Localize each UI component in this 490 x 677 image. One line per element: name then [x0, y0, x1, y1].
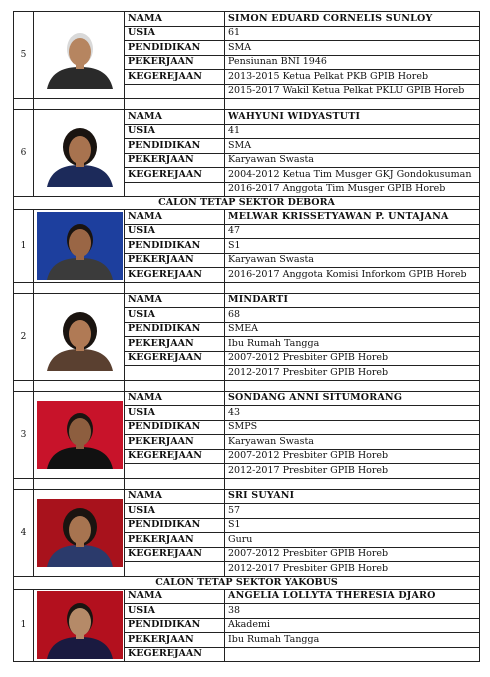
church-service-entry: 2007-2012 Presbiter GPIB Horeb	[225, 449, 480, 464]
spacer-row	[14, 99, 480, 110]
spacer-cell	[225, 99, 480, 110]
candidate-age: 47	[225, 224, 480, 239]
field-label: NAMA	[125, 210, 225, 225]
spacer-cell	[34, 380, 125, 391]
field-label	[125, 84, 225, 99]
field-label: KEGEREJAAN	[125, 547, 225, 562]
spacer-cell	[14, 99, 34, 110]
church-service-entry	[225, 647, 480, 662]
field-label: PENDIDIKAN	[125, 518, 225, 533]
field-label: USIA	[125, 406, 225, 421]
candidate-occupation: Ibu Rumah Tangga	[225, 337, 480, 352]
candidate-number: 4	[14, 489, 34, 576]
candidate-age: 38	[225, 604, 480, 619]
field-label	[125, 464, 225, 479]
candidate-table	[13, 11, 480, 662]
field-label: PENDIDIKAN	[125, 618, 225, 633]
field-label: PEKERJAAN	[125, 337, 225, 352]
candidate-name: SONDANG ANNI SITUMORANG	[225, 391, 480, 406]
candidate-row	[14, 12, 480, 27]
church-service-entry: 2013-2015 Ketua Pelkat PKB GPIB Horeb	[225, 70, 480, 85]
field-label	[125, 366, 225, 381]
portrait-image	[37, 401, 123, 469]
candidate-occupation: Karyawan Swasta	[225, 253, 480, 268]
candidate-row	[14, 589, 480, 604]
candidate-education: SMA	[225, 41, 480, 56]
section-header	[14, 197, 480, 210]
spacer-cell	[125, 282, 225, 293]
field-label: NAMA	[125, 293, 225, 308]
field-label: NAMA	[125, 489, 225, 504]
candidate-education: Akademi	[225, 618, 480, 633]
portrait-image	[37, 303, 123, 371]
candidate-age: 43	[225, 406, 480, 421]
field-label: USIA	[125, 224, 225, 239]
field-label: PEKERJAAN	[125, 55, 225, 70]
spacer-cell	[125, 99, 225, 110]
candidate-row	[14, 391, 480, 406]
candidate-name: MELWAR KRISSETYAWAN P. UNTAJANA	[225, 210, 480, 225]
candidate-name: MINDARTI	[225, 293, 480, 308]
spacer-cell	[225, 380, 480, 391]
spacer-cell	[34, 282, 125, 293]
field-label: KEGEREJAAN	[125, 449, 225, 464]
spacer-cell	[14, 478, 34, 489]
spacer-cell	[125, 478, 225, 489]
candidate-name: SIMON EDUARD CORNELIS SUNLOY	[225, 12, 480, 27]
candidate-row	[14, 210, 480, 225]
church-service-entry: 2004-2012 Ketua Tim Musger GKJ Gondokusuman	[225, 168, 480, 183]
spacer-cell	[225, 282, 480, 293]
spacer-cell	[225, 478, 480, 489]
field-label: KEGEREJAAN	[125, 70, 225, 85]
portrait-image	[37, 212, 123, 280]
candidate-occupation: Guru	[225, 533, 480, 548]
church-service-entry: 2007-2012 Presbiter GPIB Horeb	[225, 547, 480, 562]
field-label: KEGEREJAAN	[125, 168, 225, 183]
field-label: USIA	[125, 604, 225, 619]
candidate-education: SMEA	[225, 322, 480, 337]
section-title: CALON TETAP SEKTOR DEBORA	[14, 197, 480, 210]
field-label: NAMA	[125, 12, 225, 27]
section-title: CALON TETAP SEKTOR YAKOBUS	[14, 576, 480, 589]
field-label: KEGEREJAAN	[125, 351, 225, 366]
candidate-photo	[34, 489, 125, 576]
candidate-number: 3	[14, 391, 34, 478]
candidate-photo	[34, 210, 125, 283]
field-label: PENDIDIKAN	[125, 139, 225, 154]
field-label: PEKERJAAN	[125, 435, 225, 450]
candidate-photo	[34, 110, 125, 197]
field-label: PEKERJAAN	[125, 153, 225, 168]
candidate-name: ANGELIA LOLLYTA THERESIA DJARO	[225, 589, 480, 604]
candidate-education: SMPS	[225, 420, 480, 435]
portrait-image	[37, 591, 123, 659]
spacer-row	[14, 282, 480, 293]
candidate-number: 1	[14, 210, 34, 283]
spacer-cell	[14, 282, 34, 293]
spacer-cell	[125, 380, 225, 391]
spacer-cell	[34, 99, 125, 110]
portrait-image	[37, 499, 123, 567]
candidate-number: 5	[14, 12, 34, 99]
candidate-number: 6	[14, 110, 34, 197]
candidate-row	[14, 293, 480, 308]
field-label: PENDIDIKAN	[125, 239, 225, 254]
candidate-occupation: Ibu Rumah Tangga	[225, 633, 480, 648]
field-label: NAMA	[125, 391, 225, 406]
field-label: PEKERJAAN	[125, 253, 225, 268]
field-label: USIA	[125, 308, 225, 323]
church-service-entry: 2007-2012 Presbiter GPIB Horeb	[225, 351, 480, 366]
candidate-photo	[34, 293, 125, 380]
church-service-entry: 2016-2017 Anggota Tim Musger GPIB Horeb	[225, 182, 480, 197]
field-label: KEGEREJAAN	[125, 268, 225, 283]
candidate-photo	[34, 391, 125, 478]
field-label: PENDIDIKAN	[125, 420, 225, 435]
field-label: NAMA	[125, 589, 225, 604]
church-service-entry: 2012-2017 Presbiter GPIB Horeb	[225, 366, 480, 381]
candidate-sheet	[13, 11, 479, 662]
candidate-row	[14, 489, 480, 504]
spacer-cell	[14, 380, 34, 391]
field-label: NAMA	[125, 110, 225, 125]
church-service-entry: 2012-2017 Presbiter GPIB Horeb	[225, 464, 480, 479]
spacer-cell	[34, 478, 125, 489]
field-label	[125, 562, 225, 577]
candidate-age: 41	[225, 124, 480, 139]
candidate-name: SRI SUYANI	[225, 489, 480, 504]
portrait-image	[37, 21, 123, 89]
field-label: PENDIDIKAN	[125, 41, 225, 56]
candidate-occupation: Karyawan Swasta	[225, 153, 480, 168]
church-service-entry: 2012-2017 Presbiter GPIB Horeb	[225, 562, 480, 577]
field-label: PEKERJAAN	[125, 533, 225, 548]
church-service-entry: 2016-2017 Anggota Komisi Inforkom GPIB Horeb	[225, 268, 480, 283]
candidate-education: SMA	[225, 139, 480, 154]
candidate-education: S1	[225, 518, 480, 533]
candidate-age: 61	[225, 26, 480, 41]
portrait-image	[37, 119, 123, 187]
field-label	[125, 182, 225, 197]
field-label: KEGEREJAAN	[125, 647, 225, 662]
candidate-photo	[34, 589, 125, 662]
field-label: USIA	[125, 26, 225, 41]
church-service-entry: 2015-2017 Wakil Ketua Pelkat PKLU GPIB Horeb	[225, 84, 480, 99]
candidate-name: WAHYUNI WIDYASTUTI	[225, 110, 480, 125]
spacer-row	[14, 380, 480, 391]
candidate-number: 1	[14, 589, 34, 662]
section-header	[14, 576, 480, 589]
candidate-age: 57	[225, 504, 480, 519]
candidate-education: S1	[225, 239, 480, 254]
field-label: PEKERJAAN	[125, 633, 225, 648]
candidate-row	[14, 110, 480, 125]
spacer-row	[14, 478, 480, 489]
field-label: PENDIDIKAN	[125, 322, 225, 337]
candidate-number: 2	[14, 293, 34, 380]
candidate-age: 68	[225, 308, 480, 323]
candidate-occupation: Karyawan Swasta	[225, 435, 480, 450]
candidate-occupation: Pensiunan BNI 1946	[225, 55, 480, 70]
candidate-photo	[34, 12, 125, 99]
field-label: USIA	[125, 124, 225, 139]
field-label: USIA	[125, 504, 225, 519]
